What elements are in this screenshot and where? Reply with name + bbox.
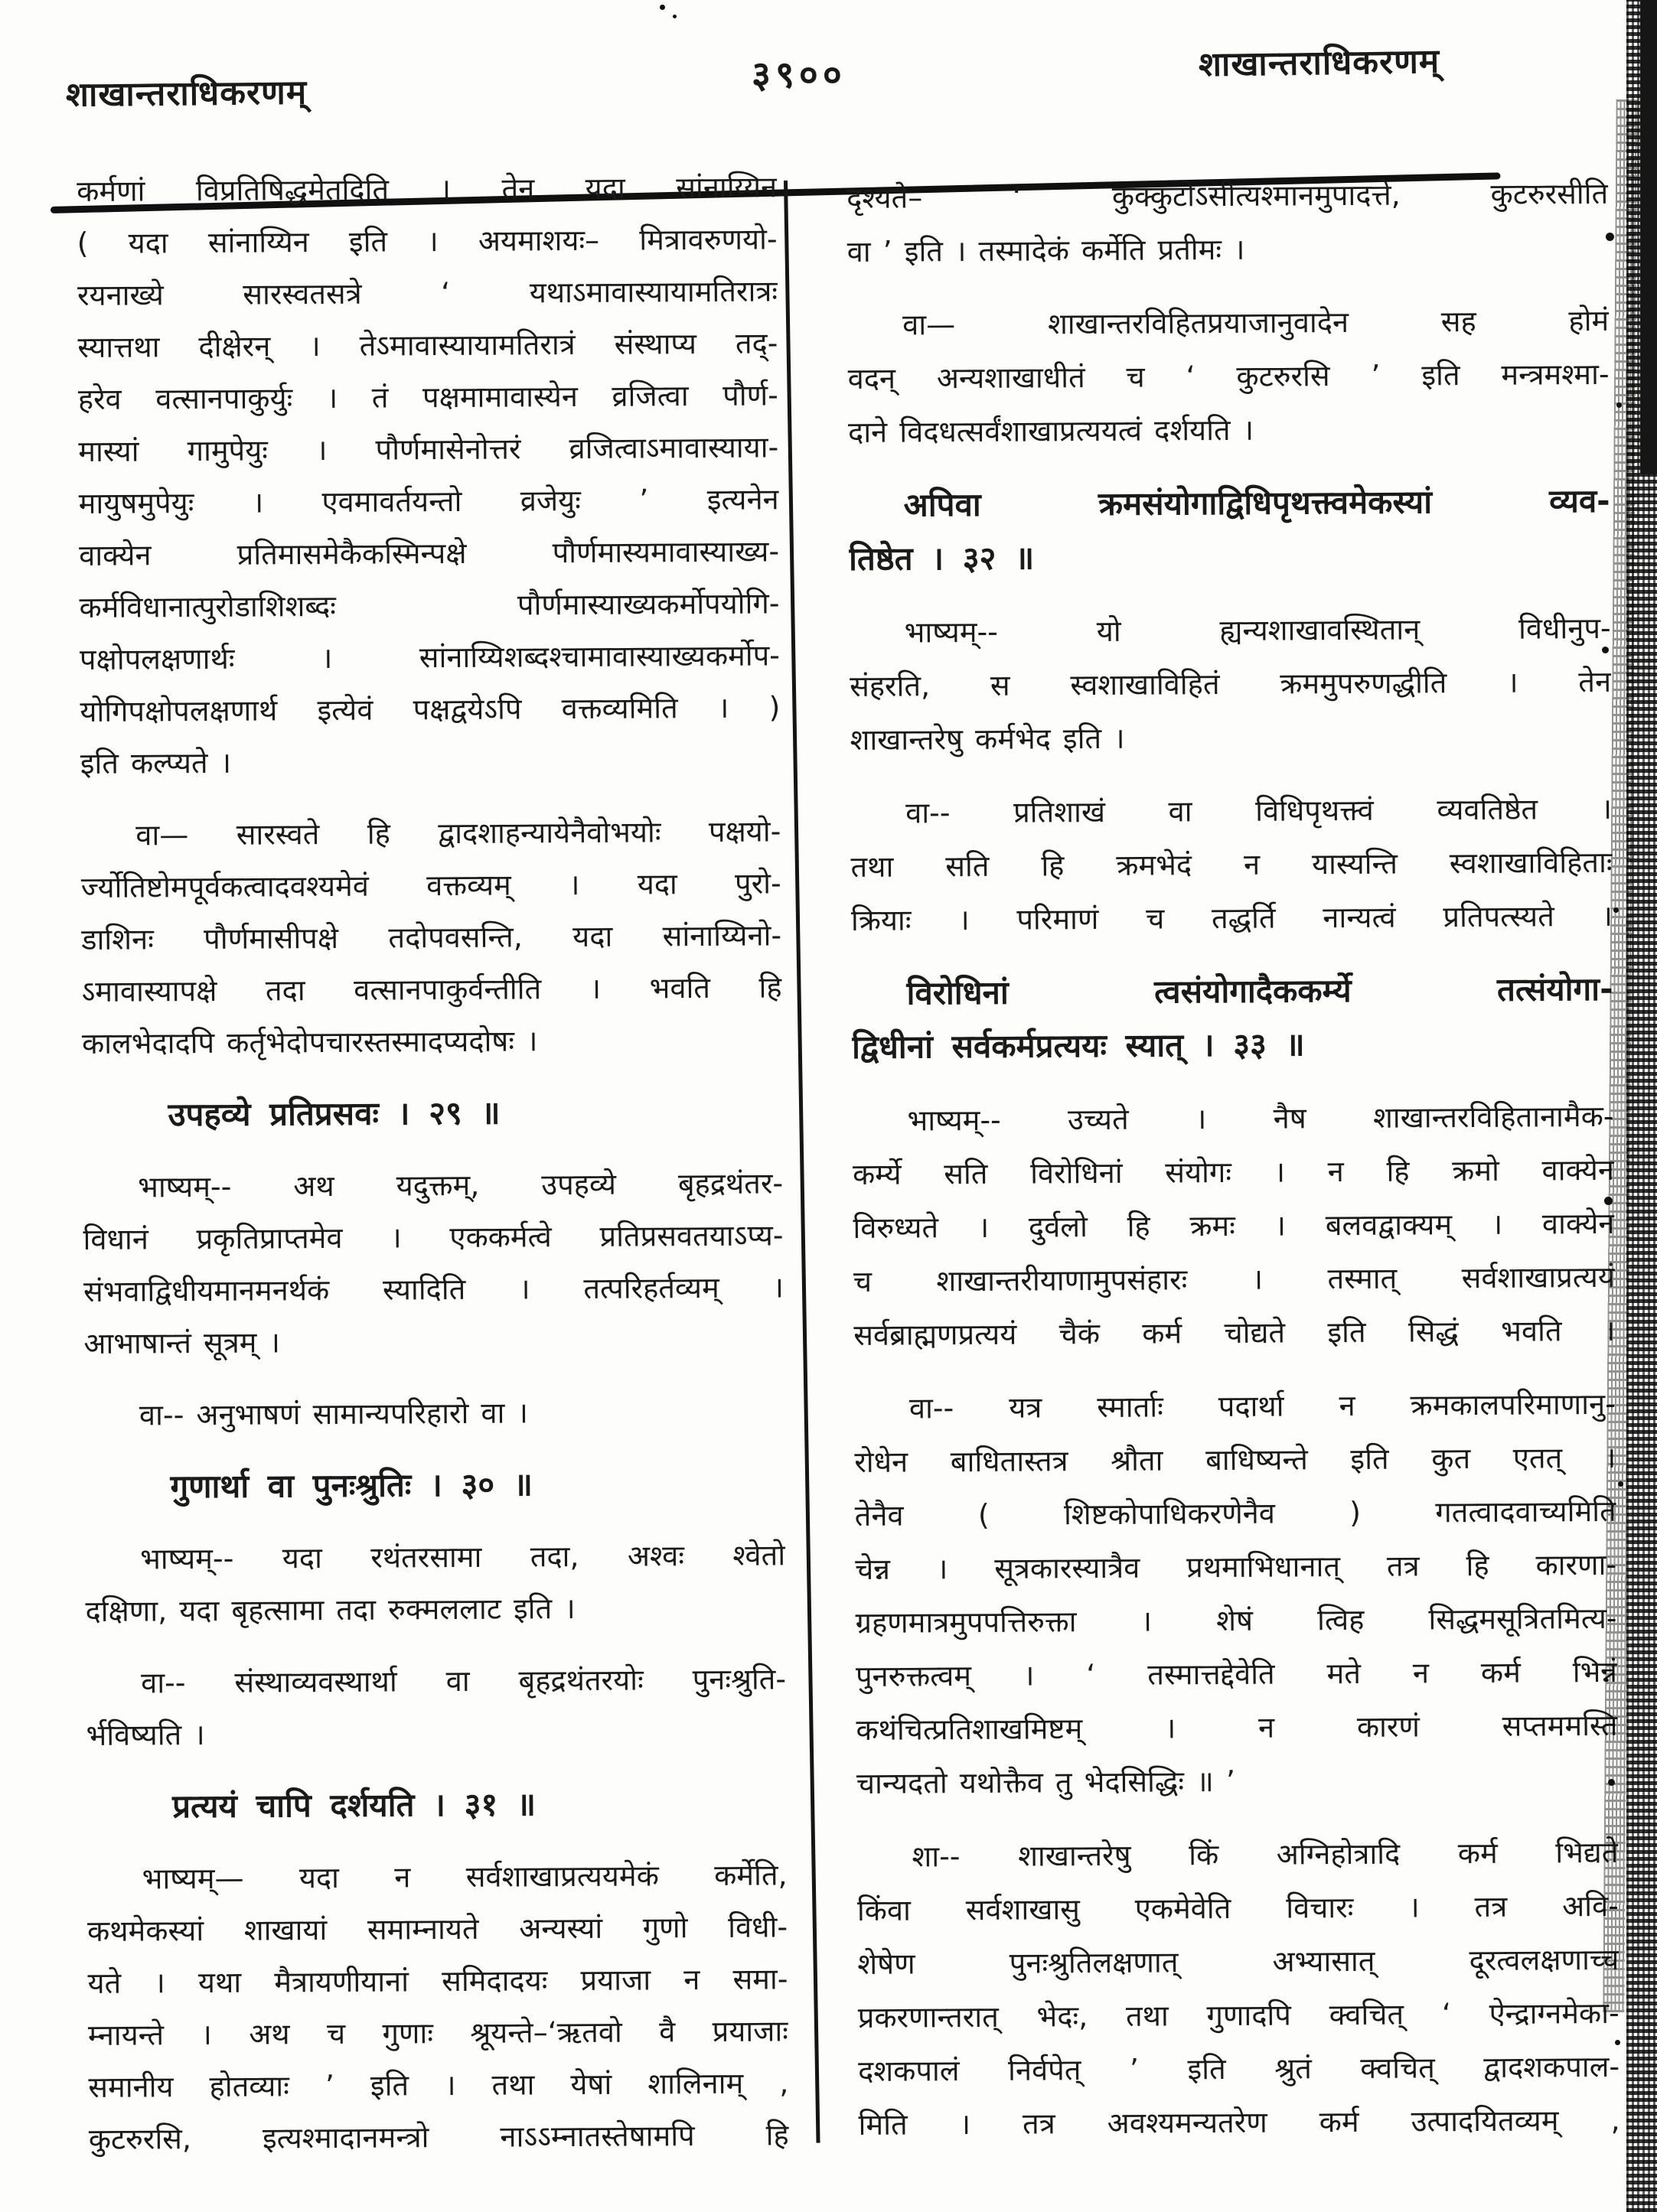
text-line: कुटरुरसि, इत्यश्मादानमन्त्रो नाऽऽम्नातस्तेषामपि हि [88,2118,789,2156]
running-title-left: शाखान्तराधिकरणम् [65,73,308,115]
text-line: कर्मणां विप्रतिषिद्धमेतदिति । तेन यदा सांनाय्यिन [77,170,778,208]
text-line: म्नायन्ते । अथ च गुणाः श्रूयन्ते–‘ऋतवो वै प्रयाजाः [87,2014,789,2052]
text-line: दृश्यते– ‘ कुक्कुटोऽसीत्यश्मानमुपादत्ते, कुटरुरसीति [846,176,1609,215]
text-line: कर्म्ये सति विरोधिनां संयोगः । न हि क्रमो वाक्येन [852,1152,1615,1191]
text-line: योगिपक्षोपलक्षणार्थ इत्येवं पक्षद्वयेऽपि वक्तव्यमिति । ) [80,690,781,728]
text-line: रोधेन बाधितास्तत्र श्रौता बाधिष्यन्ते इति कुत एतत् । [854,1440,1616,1479]
text-line: मिति । तत्र अवश्यमन्यतरेण कर्म उत्पादयितव्यम् , [858,2103,1620,2142]
text-line: रयनाख्ये सारस्वतसत्रे ‘ यथाऽमावास्यायामतिरात्रः [77,274,778,312]
text-line: अपिवा क्रमसंयोगाद्विधिपृथक्त्वमेकस्यां व्यव- [903,481,1610,524]
text-line: उपहव्ये प्रतिप्रसवः । २९ ॥ [168,1093,501,1134]
text-line: वा-- प्रतिशाखं वा विधिपृथक्त्वं व्यवतिष्ठेत । [905,791,1613,830]
text-line: द्विधीनां सर्वकर्मप्रत्ययः स्यात् । ३३ ॥ [851,1025,1305,1066]
text-line: इति कल्प्यते । [80,745,232,780]
text-line: ( यदा सांनाय्यिन इति । अयमाशयः– मित्रावरुणयो- [77,222,778,260]
text-line: विरोधिनां त्वसंयोगादैककर्म्ये तत्संयोगा- [906,969,1613,1012]
text-line: गुणार्था वा पुनःश्रुतिः । ३० ॥ [170,1465,533,1506]
text-line: आभाषान्तं सूत्रम् । [83,1325,281,1360]
text-line: चेन्न । सूत्रकारस्यात्रैव प्रथमाभिधानात् तत्र हि कारणा- [855,1547,1617,1586]
text-line: पुनरुक्तत्वम् । ‘ तस्मात्तद्देवेति मते न कर्म भिन्नं [855,1654,1618,1693]
text-line: संभवाद्विधीयमानमनर्थकं स्यादिति । तत्परिहर्तव्यम् । [83,1270,784,1308]
text-line: चान्यदतो यथोक्तैव तु भेदसिद्धिः ॥ ’ [856,1764,1236,1800]
text-line: विधानं प्रकृतिप्राप्तमेव । एककर्मत्वे प्रतिप्रसवतयाऽप्य- [83,1218,784,1256]
page-number: ३९०० [752,54,846,96]
text-line: सर्वब्राह्मणप्रत्ययं चैकं कर्म चोद्यते इति सिद्धं भवति । [853,1313,1616,1352]
scan-edge-artifact-dark [1640,0,1657,474]
text-line: समानीय होतव्याः ’ इति । तथा येषां शालिनाम् , [88,2066,789,2104]
text-line: वाक्येन प्रतिमासमेकैकस्मिन्पक्षे पौर्णमास्यमावास्याख्य- [78,534,780,572]
text-line: दक्षिणा, यदा बृहत्सामा तदा रुक्मललाट इति । [85,1591,576,1628]
scan-speck-artifacts [660,5,665,10]
text-line: वा-- यत्र स्मार्ताः पदार्था न क्रमकालपरिमाणानु- [908,1386,1616,1425]
text-line: दाने विदधत्सर्वंशाखाप्रत्ययत्वं दर्शयति । [847,412,1254,449]
text-line: हरेव वत्सानपाकुर्युः । तं पक्षमामावास्येन व्रजित्वा पौर्ण- [77,378,778,416]
text-line: यते । यथा मैत्रायणीयानां समिदादयः प्रयाजा न समा- [87,1962,788,2000]
text-line: किंवा सर्वशाखासु एकमेवेति विचारः । तत्र अवि- [856,1888,1619,1927]
text-line: क्रियाः । परिमाणं च तद्धर्ति नान्यत्वं प्रतिपत्स्यते । [850,898,1613,937]
text-line: भाष्यम्-- यदा रथंतरसामा तदा, अश्वः श्वेतो [139,1538,786,1576]
text-line: भाष्यम्-- यो ह्यन्यशाखावस्थितान् विधीनुप- [904,611,1611,650]
left-column [77,161,789,2165]
text-line: शाखान्तरेषु कर्मभेद इति । [850,721,1125,757]
text-line: शेषेण पुनःश्रुतिलक्षणात् अभ्यासात् दूरत्वलक्षणाच्च [857,1942,1619,1981]
text-line: स्यात्तथा दीक्षेरन् । तेऽमावास्यायामतिरात्रं संस्थाप्य तद्- [77,326,778,364]
text-line: दशकपालं निर्वपेत् ’ इति श्रुतं क्वचित् द्वादशकपाल- [858,2049,1620,2088]
text-line: मास्यां गामुपेयुः । पौर्णमासेनोत्तरं व्रजित्वाऽमावास्याया- [78,430,779,468]
text-line: वा— शाखान्तरविहितप्रयाजानुवादेन सह होमं [902,303,1610,342]
text-line: तथा सति हि क्रमभेदं न यास्यन्ति स्वशाखाविहिताः [850,845,1613,884]
text-line: तेनैव ( शिष्टकोपाधिकरणेनैव ) गतत्वादवाच्यमिति [854,1494,1616,1533]
text-line: र्भविष्यति । [86,1718,205,1752]
text-line: संहरति, स स्वशाखाविहितं क्रममुपरुणद्धीति । तेन [849,664,1612,703]
text-line: पक्षोपलक्षणार्थः । सांनाय्यिशब्दश्चामावास्याख्यकर्मोप- [79,638,781,676]
text-line: भाष्यम्— यदा न सर्वशाखाप्रत्ययमेकं कर्मेति, [142,1858,788,1896]
text-line: भाष्यम्-- अथ यदुक्तम्, उपहव्ये बृहद्रथंतर- [138,1166,784,1204]
text-line: तिष्ठेत । ३२ ॥ [848,539,1035,578]
text-line: वा-- अनुभाषणं सामान्यपरिहारो वा । [139,1396,529,1432]
text-line: कालभेदादपि कर्तृभेदोपचारस्तस्मादप्यदोषः । [81,1024,538,1060]
text-line: वा-- संस्थाव्यवस्थार्था वा बृहद्रथंतरयोः पुनःश्रुति- [140,1662,787,1700]
text-line: कथंचित्प्रतिशाखमिष्टम् । न कारणं सप्तममस्ति [856,1708,1618,1747]
text-line: डाशिनः पौर्णमासीपक्षे तदोपवसन्ति, यदा सांनाय्यिनो- [81,918,782,956]
text-line: वदन् अन्यशाखाधीतं च ‘ कुटरुरसि ’ इति मन्त्रमश्मा- [847,357,1610,396]
text-line: र्ज्योतिष्टोमपूर्वकत्वादवश्यमेवं वक्तव्यम् । यदा पुरो- [80,866,781,904]
right-column [846,167,1620,2152]
running-title-right: शाखान्तराधिकरणम् [1198,41,1440,85]
text-line: प्रत्ययं चापि दर्शयति । ३१ ॥ [171,1785,537,1826]
text-line: च शाखान्तरीयाणामुपसंहारः । तस्मात् सर्वशाखाप्रत्ययं [853,1259,1615,1298]
text-line: ग्रहणमात्रमुपपत्तिरुक्ता । शेषं त्विह सिद्धमसूत्रितमित्य- [855,1601,1617,1640]
text-line: कथमेकस्यां शाखायां समाम्नायते अन्यस्यां गुणो विधी- [86,1910,788,1948]
text-line: कर्मविधानात्पुरोडाशिशब्दः पौर्णमास्याख्यकर्मोपयोगि- [79,586,780,624]
text-line: प्रकरणान्तरात् भेदः, तथा गुणादपि क्वचित् ‘ ऐन्द्राग्नमेका- [857,1995,1619,2034]
column-divider [784,181,820,2143]
text-line: वा— सारस्वते हि द्वादशाहन्यायेनैवोभयोः पक्षयो- [135,814,781,852]
text-line: मायुषमुपेयुः । एवमावर्तयन्तो व्रजेयुः ’ इत्यनेन [78,482,779,520]
text-line: विरुध्यते । दुर्वलो हि क्रमः । बलवद्वाक्यम् । वाक्येन [853,1206,1615,1245]
text-line: शा-- शाखान्तरेषु किं अग्निहोत्रादि कर्म भिद्यते [912,1835,1619,1874]
text-line: ऽमावास्यापक्षे तदा वत्सानपाकुर्वन्तीति । भवति हि [81,970,782,1008]
text-line: भाष्यम्-- उच्यते । नैष शाखान्तरविहितानामैक- [907,1099,1614,1138]
text-line: वा ’ इति । तस्मादेकं कर्मेति प्रतीमः । [846,232,1245,269]
